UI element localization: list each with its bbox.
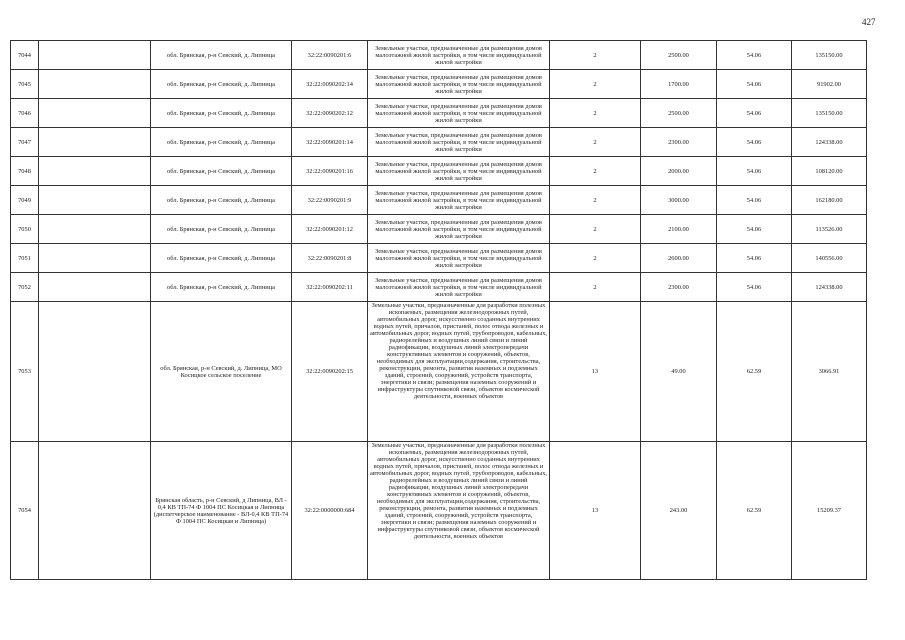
permitted-use-cell: Земельные участки, предназначенные для размещения домов малоэтажной жилой застройки, в том числе индивидуальной жилой застройки — [368, 186, 550, 215]
cadastral-number-cell: 32:22:0090202:15 — [292, 302, 368, 442]
cadastral-number-cell: 32:22:0090201:6 — [292, 41, 368, 70]
spacer-cell — [39, 273, 151, 302]
rate-cell: 62.59 — [717, 302, 792, 442]
table-row — [11, 128, 867, 157]
permitted-use-cell: Земельные участки, предназначенные для разработки полезных ископаемых, размещения железнодорожных путей, автомобильных дорог, искусственно созданных внутренних водных путей, причалов, пристаней, полос отвода железных и автомобильных дорог, водных путей, трубопроводов, кабельных, радиорелейных и воздушных линий связи и линий радиофикации, воздушных линий электропередачи конструктивных элементов и сооружений, объектов, необходимых для эксплуатации,содержания, строительства, реконструкции, ремонта, развития наземных и подземных зданий, строений, сооружений, устройств транспорта, энергетики и связи; размещения наземных сооружений и инфраструктуры спутниковой связи, объектов космической деятельности, военных объектов — [368, 442, 550, 580]
table-row — [11, 302, 867, 442]
spacer-cell — [39, 99, 151, 128]
cadastral-value-cell: 135150.00 — [792, 99, 867, 128]
group-code-cell: 2 — [550, 157, 641, 186]
spacer-cell — [39, 41, 151, 70]
cadastral-value-cell: 91902.00 — [792, 70, 867, 99]
row-number-cell: 7053 — [11, 302, 39, 442]
area-cell: 2100.00 — [641, 215, 717, 244]
permitted-use-cell: Земельные участки, предназначенные для разработки полезных ископаемых, размещения железнодорожных путей, автомобильных дорог, искусственно созданных внутренних водных путей, причалов, пристаней, полос отвода железных и автомобильных дорог, водных путей, трубопроводов, кабельных, радиорелейных и воздушных линий связи и линий радиофикации, воздушных линий электропередачи конструктивных элементов и сооружений, объектов, необходимых для эксплуатации,содержания, строительства, реконструкции, ремонта, развития наземных и подземных зданий, строений, сооружений, устройств транспорта, энергетики и связи; размещения наземных сооружений и инфраструктуры спутниковой связи, объектов космической деятельности, военных объектов — [368, 302, 550, 442]
cadastral-number-cell: 32:22:0090202:14 — [292, 70, 368, 99]
row-number-cell: 7044 — [11, 41, 39, 70]
cadastral-number-cell: 32:22:0090201:12 — [292, 215, 368, 244]
cadastral-value-cell: 140556.00 — [792, 244, 867, 273]
cadastral-number-cell: 32:22:0090201:16 — [292, 157, 368, 186]
table-row — [11, 273, 867, 302]
rate-cell: 54.06 — [717, 273, 792, 302]
row-number-cell: 7048 — [11, 157, 39, 186]
cadastral-number-cell: 32:22:0090201:9 — [292, 186, 368, 215]
row-number-cell: 7049 — [11, 186, 39, 215]
cadastral-number-cell: 32:22:0090201:14 — [292, 128, 368, 157]
spacer-cell — [39, 302, 151, 442]
permitted-use-cell: Земельные участки, предназначенные для размещения домов малоэтажной жилой застройки, в том числе индивидуальной жилой застройки — [368, 215, 550, 244]
permitted-use-cell: Земельные участки, предназначенные для размещения домов малоэтажной жилой застройки, в том числе индивидуальной жилой застройки — [368, 244, 550, 273]
rate-cell: 54.06 — [717, 157, 792, 186]
row-number-cell: 7051 — [11, 244, 39, 273]
row-number-cell: 7047 — [11, 128, 39, 157]
page-number: 427 — [862, 17, 876, 27]
spacer-cell — [39, 128, 151, 157]
area-cell: 1700.00 — [641, 70, 717, 99]
table-row — [11, 244, 867, 273]
area-cell: 2300.00 — [641, 128, 717, 157]
spacer-cell — [39, 70, 151, 99]
address-cell: обл. Брянская, р-н Севский, д. Липница — [151, 273, 292, 302]
address-cell: Брянская область, р-н Севский, д Липница, ВЛ - 0,4 КВ ТП-74 Ф 1004 ПС Косицкая и Липница (диспетчерское наименование - ВЛ-0,4 КВ ТП-74 Ф 1004 ПС Косицкая и Липница) — [151, 442, 292, 580]
group-code-cell: 2 — [550, 186, 641, 215]
permitted-use-cell: Земельные участки, предназначенные для размещения домов малоэтажной жилой застройки, в том числе индивидуальной жилой застройки — [368, 99, 550, 128]
group-code-cell: 2 — [550, 244, 641, 273]
spacer-cell — [39, 244, 151, 273]
address-cell: обл. Брянская, р-н Севский, д. Липница — [151, 70, 292, 99]
area-cell: 3000.00 — [641, 186, 717, 215]
rate-cell: 54.06 — [717, 215, 792, 244]
cadastral-number-cell: 32:22:0000000:684 — [292, 442, 368, 580]
area-cell: 2500.00 — [641, 41, 717, 70]
cadastral-value-cell: 162180.00 — [792, 186, 867, 215]
rate-cell: 54.06 — [717, 70, 792, 99]
cadastral-value-cell: 135150.00 — [792, 41, 867, 70]
cadastral-number-cell: 32:22:0090201:8 — [292, 244, 368, 273]
area-cell: 49.00 — [641, 302, 717, 442]
area-cell: 2500.00 — [641, 99, 717, 128]
cadastral-value-cell: 3066.91 — [792, 302, 867, 442]
table-row — [11, 41, 867, 70]
cadastral-value-cell: 113526.00 — [792, 215, 867, 244]
permitted-use-cell: Земельные участки, предназначенные для размещения домов малоэтажной жилой застройки, в том числе индивидуальной жилой застройки — [368, 273, 550, 302]
address-cell: обл. Брянская, р-н Севский, д. Липница, МО Косицкое сельское поселение — [151, 302, 292, 442]
address-cell: обл. Брянская, р-н Севский, д. Липница — [151, 157, 292, 186]
row-number-cell: 7045 — [11, 70, 39, 99]
group-code-cell: 2 — [550, 128, 641, 157]
table-row — [11, 70, 867, 99]
cadastral-value-cell: 15209.37 — [792, 442, 867, 580]
cadastral-value-cell: 124338.00 — [792, 273, 867, 302]
permitted-use-cell: Земельные участки, предназначенные для размещения домов малоэтажной жилой застройки, в том числе индивидуальной жилой застройки — [368, 70, 550, 99]
permitted-use-cell: Земельные участки, предназначенные для размещения домов малоэтажной жилой застройки, в том числе индивидуальной жилой застройки — [368, 41, 550, 70]
table-row — [11, 157, 867, 186]
rate-cell: 54.06 — [717, 128, 792, 157]
spacer-cell — [39, 215, 151, 244]
rate-cell: 54.06 — [717, 99, 792, 128]
table-row — [11, 442, 867, 580]
address-cell: обл. Брянская, р-н Севский, д. Липница — [151, 99, 292, 128]
address-cell: обл. Брянская, р-н Севский, д. Липница — [151, 215, 292, 244]
group-code-cell: 2 — [550, 70, 641, 99]
rate-cell: 54.06 — [717, 186, 792, 215]
table-row — [11, 186, 867, 215]
rate-cell: 54.06 — [717, 41, 792, 70]
cadastral-number-cell: 32:22:0090202:12 — [292, 99, 368, 128]
group-code-cell: 2 — [550, 99, 641, 128]
permitted-use-cell: Земельные участки, предназначенные для размещения домов малоэтажной жилой застройки, в том числе индивидуальной жилой застройки — [368, 128, 550, 157]
address-cell: обл. Брянская, р-н Севский, д. Липница — [151, 244, 292, 273]
row-number-cell: 7046 — [11, 99, 39, 128]
area-cell: 243.00 — [641, 442, 717, 580]
table-row — [11, 99, 867, 128]
cadastral-value-cell: 124338.00 — [792, 128, 867, 157]
group-code-cell: 13 — [550, 302, 641, 442]
table-row — [11, 215, 867, 244]
row-number-cell: 7052 — [11, 273, 39, 302]
group-code-cell: 13 — [550, 442, 641, 580]
row-number-cell: 7054 — [11, 442, 39, 580]
address-cell: обл. Брянская, р-н Севский, д. Липница — [151, 186, 292, 215]
group-code-cell: 2 — [550, 215, 641, 244]
address-cell: обл. Брянская, р-н Севский, д. Липница — [151, 41, 292, 70]
group-code-cell: 2 — [550, 41, 641, 70]
cadastral-value-cell: 108120.00 — [792, 157, 867, 186]
area-cell: 2600.00 — [641, 244, 717, 273]
spacer-cell — [39, 157, 151, 186]
cadastral-registry-table — [10, 40, 867, 580]
spacer-cell — [39, 442, 151, 580]
rate-cell: 62.59 — [717, 442, 792, 580]
area-cell: 2000.00 — [641, 157, 717, 186]
cadastral-number-cell: 32:22:0090202:11 — [292, 273, 368, 302]
permitted-use-cell: Земельные участки, предназначенные для размещения домов малоэтажной жилой застройки, в том числе индивидуальной жилой застройки — [368, 157, 550, 186]
group-code-cell: 2 — [550, 273, 641, 302]
row-number-cell: 7050 — [11, 215, 39, 244]
rate-cell: 54.06 — [717, 244, 792, 273]
area-cell: 2300.00 — [641, 273, 717, 302]
spacer-cell — [39, 186, 151, 215]
address-cell: обл. Брянская, р-н Севский, д. Липница — [151, 128, 292, 157]
